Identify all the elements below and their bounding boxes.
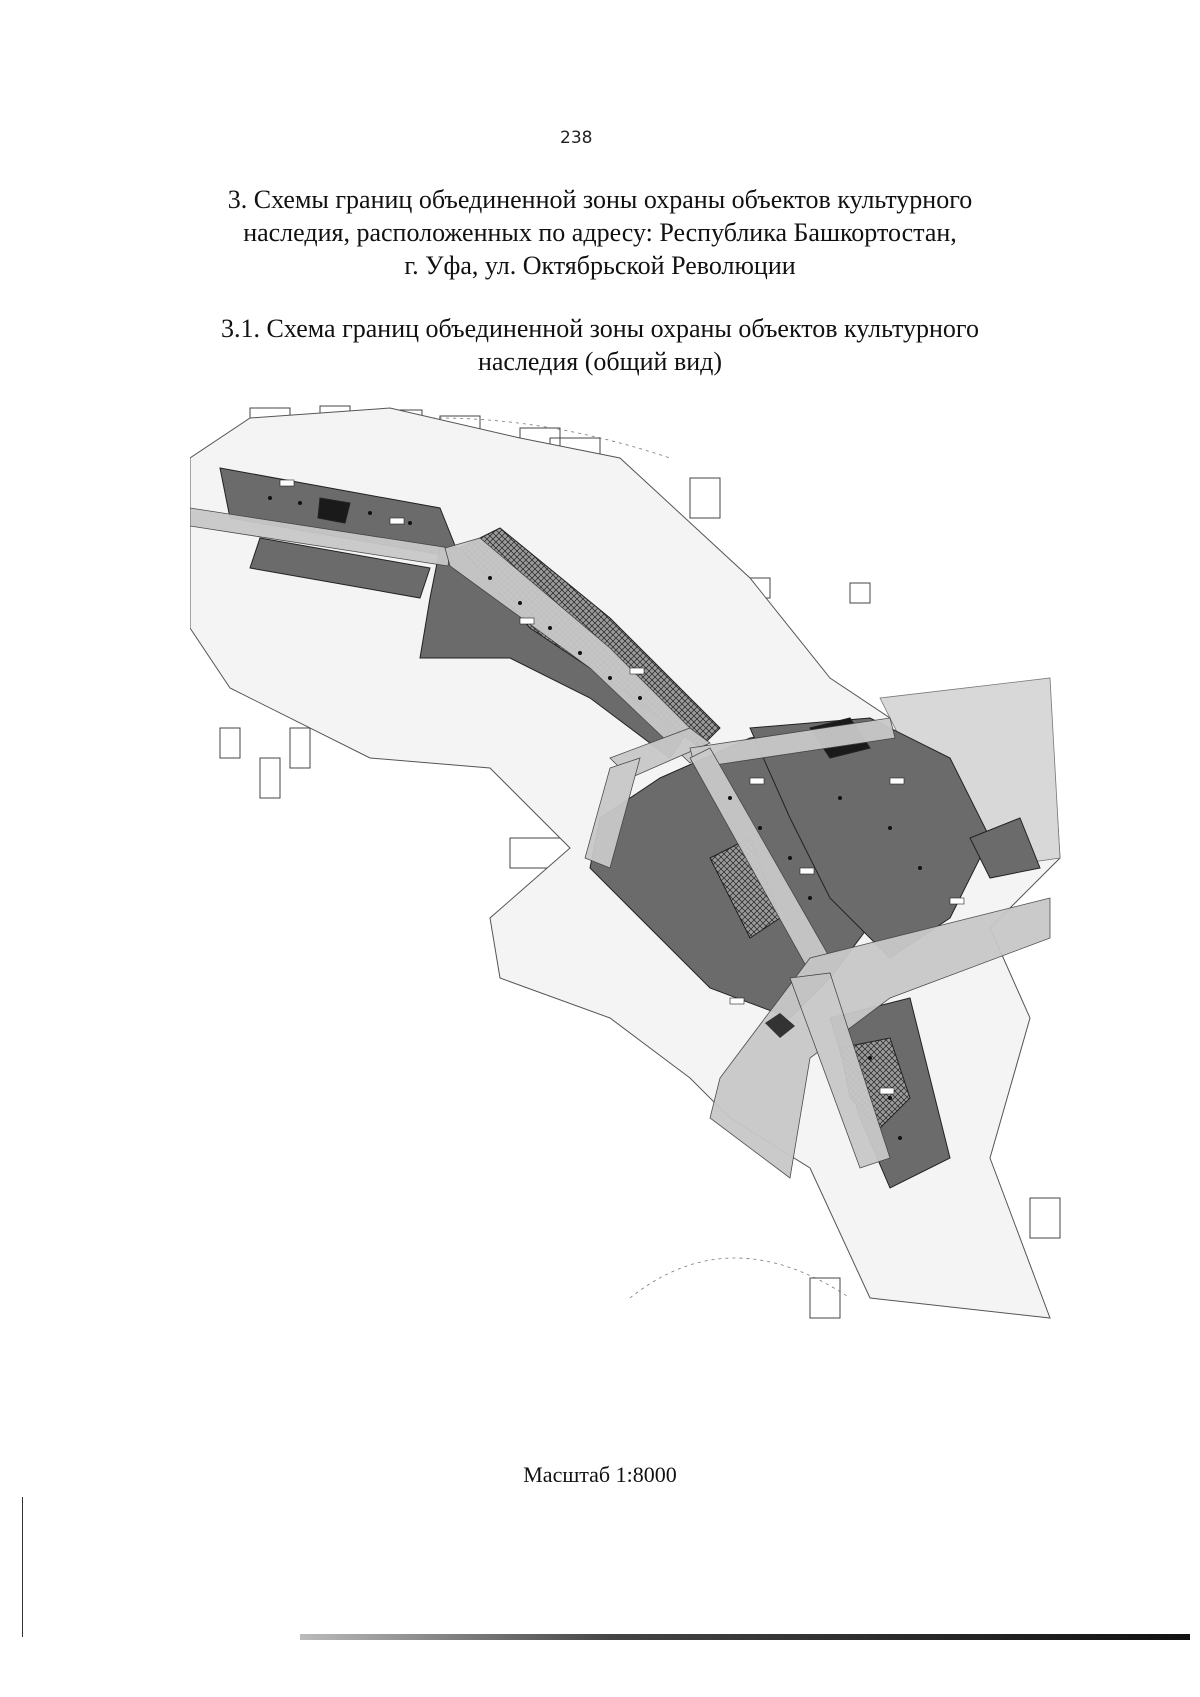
- protection-zone-map: [190, 398, 1070, 1358]
- heading-line: наследия, расположенных по адресу: Республика Башкортостан,: [243, 218, 957, 247]
- margin-line: [22, 1497, 23, 1637]
- map-scale-label: Масштаб 1:8000: [523, 1462, 677, 1487]
- subheading-line: наследия (общий вид): [477, 347, 723, 376]
- subheading-line: 3.1. Схема границ объединенной зоны охраны объектов культурного: [221, 314, 979, 343]
- bottom-rule: [300, 1634, 1190, 1640]
- page-number: 238: [560, 128, 593, 148]
- subsection-heading: [150, 312, 1050, 378]
- heading-line: 3. Схемы границ объединенной зоны охраны объектов культурного: [227, 185, 973, 214]
- heading-line: г. Уфа, ул. Октябрьской Революции: [404, 251, 796, 280]
- section-heading: [150, 183, 1050, 282]
